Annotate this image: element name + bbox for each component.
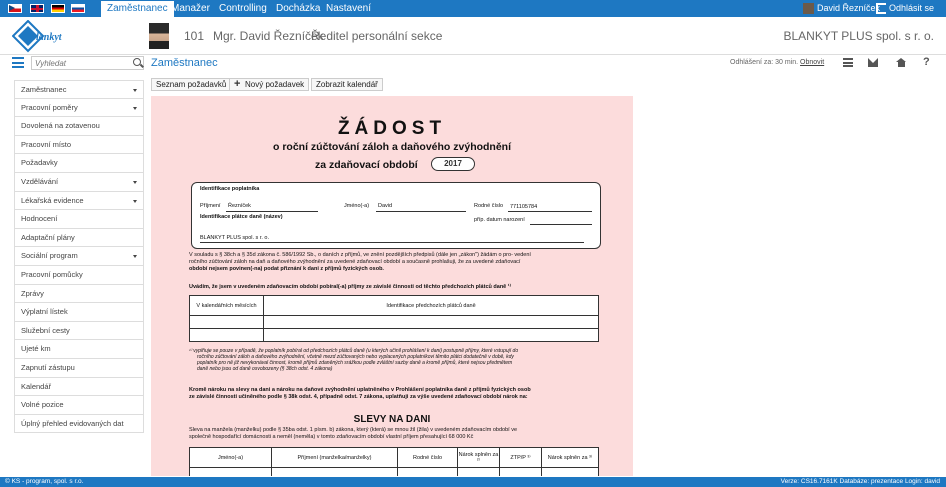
search-bar — [0, 55, 946, 73]
birthdate-label: příp. datum narození — [474, 217, 525, 223]
plus-icon: + — [234, 78, 241, 90]
employee-name: Mgr. David Řezníček — [213, 29, 324, 43]
col-ztpp: ZTP/P ³⁾ — [500, 448, 542, 468]
chevron-down-icon[interactable] — [133, 181, 137, 184]
sidebar-item-label: Kalendář — [21, 381, 52, 391]
company-name: BLANKYT PLUS spol. s r. o. — [783, 29, 934, 43]
logout-timer-text: Odhlášení za: 30 min. — [730, 59, 799, 66]
sidebar-item-label: Ujeté km — [21, 344, 51, 354]
sidebar-item-label: Pracovní pomůcky — [21, 269, 83, 279]
flag-uk-icon[interactable] — [30, 4, 44, 13]
sidebar-item-label: Pracovní místo — [21, 139, 72, 149]
sidebar-item[interactable] — [14, 173, 144, 192]
employee-photo — [149, 23, 169, 49]
sidebar-item[interactable] — [14, 136, 144, 155]
nav-controlling[interactable]: Controlling — [219, 3, 267, 14]
employee-code: 101 — [184, 29, 205, 43]
logout-icon — [876, 3, 886, 14]
firstname-label: Jméno(-a) — [344, 203, 370, 209]
doc-title: ŽÁDOST — [337, 118, 447, 139]
claims-intro-line-1: Kromě nároku na slevy na dani a nároku na daňové zvýhodnění uplatněného v Prohlášení poplatníka daně z příjmů fyzických osob — [189, 387, 531, 393]
sidebar-item-label: Zaměstnanec — [21, 85, 67, 94]
footnote-line-4: daně nebo jsou od daně osvobozeny (§ 38ch odst. 4 zákona) — [197, 366, 333, 372]
sidebar-item[interactable] — [14, 359, 144, 378]
intro-line-3: období nejsem povinen(-na) podat přiznání k dani z příjmů fyzických osob. — [189, 266, 384, 272]
employee-role: Ředitel personální sekce — [311, 29, 443, 43]
blankyt-logo[interactable] — [12, 20, 74, 53]
spouse-discount-text: Sleva na manžela (manželku) podle § 35ba odst. 1 písm. b) zákona, který (která) se mnou žil (žila) v uvedeném zdaňovacím období ve — [189, 427, 518, 433]
sidebar-item[interactable] — [14, 117, 144, 136]
request-list-button[interactable]: Seznam požadavků — [151, 78, 231, 91]
footnote-line-2: ročního zúčtování záloh a daňového zvýhodnění, včetně mezd zúčtovaných nebo vyplacených poplatníkovi těmito plátci dodatečně v době, kdy — [197, 354, 514, 360]
sidebar-item-label: Lékařská evidence — [21, 195, 84, 205]
sidebar-item-label: Zapnutí zástupu — [21, 362, 75, 372]
sidebar — [14, 80, 144, 433]
renew-link[interactable]: Obnovit — [800, 59, 825, 66]
spouse-discount-line-2: společně hospodařící domácnosti a neměl (neměla) v tomto zdaňovacím období vlastní příjem přesahující 68 000 Kč — [189, 434, 474, 440]
user-name: David Řezníček — [816, 3, 880, 13]
table-cell[interactable] — [272, 468, 398, 477]
tax-discounts-heading: SLEVY NA DANI — [353, 414, 431, 425]
home-icon[interactable] — [896, 58, 906, 67]
surname-label: Příjmení — [200, 203, 221, 209]
birthnum-label: Rodné číslo — [474, 203, 504, 209]
sidebar-item[interactable] — [14, 192, 144, 211]
show-calendar-button[interactable]: Zobrazit kalendář — [311, 78, 383, 91]
sidebar-item[interactable] — [14, 396, 144, 415]
sidebar-item-label: Požadavky — [21, 158, 58, 168]
page-title: Zaměstnanec — [151, 57, 218, 69]
search-input[interactable] — [31, 56, 144, 70]
sidebar-item[interactable] — [14, 154, 144, 173]
nav-zamestnanec[interactable]: Zaměstnanec — [100, 0, 175, 17]
previous-payers-intro: Uvádím, že jsem v uvedeném zdaňovacím období pobíral(-a) příjmy ze závislé činnosti od těchto předchozích plátců daně ¹⁾ — [189, 284, 511, 290]
user-avatar — [803, 3, 814, 14]
sidebar-item[interactable] — [14, 266, 144, 285]
footnote-line-1: ¹⁾ vyplňuje se pouze v případě, že poplatník pobíral od předchozích plátců daně (u kterých učinil prohlášení k dani) postupně příjmy, které vstupují do — [189, 348, 519, 354]
logout-label: Odhlásit se — [888, 3, 934, 13]
nav-nastaveni[interactable]: Nastavení — [326, 3, 372, 14]
sidebar-item-label: Pracovní poměry — [21, 102, 78, 112]
hamburger-menu-icon[interactable] — [12, 57, 24, 68]
chevron-down-icon[interactable] — [133, 89, 137, 92]
new-request-label: Nový požadavek — [245, 80, 305, 89]
doc-subtitle: o roční zúčtování záloh a daňového zvýhodnění — [272, 141, 512, 153]
col-surname: Příjmení (manželka/manželky) — [272, 448, 398, 468]
chevron-down-icon[interactable] — [133, 107, 137, 110]
status-info: Verze: CS16.7161K Databáze: prezentace Login: david — [780, 478, 940, 485]
table-cell[interactable] — [458, 468, 500, 477]
request-document — [151, 96, 633, 476]
previous-payers-table — [189, 295, 599, 342]
chevron-down-icon[interactable] — [133, 200, 137, 203]
sidebar-item-label: Volné pozice — [21, 400, 64, 410]
table-cell[interactable] — [190, 329, 264, 342]
sidebar-item-label: Služební cesty — [21, 325, 70, 335]
flag-sk-icon[interactable] — [71, 4, 85, 13]
doc-year-field[interactable]: 2017 — [431, 157, 475, 171]
sidebar-item[interactable] — [14, 210, 144, 229]
chevron-down-icon[interactable] — [133, 255, 137, 258]
nav-manazer[interactable]: Manažer — [171, 3, 210, 14]
sidebar-item[interactable] — [14, 340, 144, 359]
intro-line-1: V souladu s § 38ch a § 35d zákona č. 586/1992 Sb., o daních z příjmů, ve znění pozdějších předpisů (dále jen „zákon") žádám o pro- vedení — [189, 252, 531, 258]
sidebar-item-label: Hodnocení — [21, 214, 58, 224]
claims-intro-line-2: ze závislé činnosti učiněného podle § 38k odst. 4, případně odst. 7 zákona, uplatňuji za výše uvedené zdaňovací období nárok na: — [189, 394, 528, 400]
surname-value[interactable]: Řezníček — [228, 203, 251, 209]
taxpayer-identification-box — [191, 182, 601, 249]
sidebar-item-label: Vzdělávání — [21, 176, 59, 186]
status-copyright: © KS - program, spol. s r.o. — [5, 478, 84, 485]
nav-dochazka[interactable]: Docházka — [276, 3, 321, 14]
col-claim-months: Nárok splněn za ²⁾ — [458, 448, 500, 468]
mail-icon[interactable] — [868, 58, 878, 67]
taxpayer-heading: Identifikace poplatníka — [200, 186, 260, 192]
search-icon[interactable] — [133, 58, 141, 66]
sidebar-item-label: Zprávy — [21, 288, 44, 298]
table-cell[interactable] — [190, 316, 264, 329]
sidebar-item[interactable] — [14, 229, 144, 248]
table-cell[interactable] — [264, 329, 599, 342]
col-birthnum: Rodné číslo — [398, 448, 458, 468]
sidebar-item-label: Adaptační plány — [21, 232, 75, 242]
table-cell[interactable] — [542, 468, 599, 477]
header — [0, 17, 946, 55]
sidebar-item-label: Úplný přehled evidovaných dat — [21, 418, 124, 428]
sidebar-item[interactable] — [14, 285, 144, 304]
spouse-table — [189, 447, 599, 476]
new-request-button[interactable] — [229, 78, 309, 91]
sidebar-item[interactable] — [14, 322, 144, 341]
current-user[interactable] — [817, 0, 880, 17]
footnote-line-3: poplatník pro ně již nevykonával činnost, kromě příjmů zdaněných srážkou podle zvláštní sazby daně a kromě příjmů, které nejsou předmětem — [197, 360, 513, 366]
sidebar-item[interactable] — [14, 415, 144, 434]
col-firstname: Jméno(-a) — [190, 448, 272, 468]
list-icon[interactable] — [843, 58, 853, 67]
table-cell[interactable] — [398, 468, 458, 477]
payer-label: Identifikace plátce daně (název) — [200, 214, 283, 220]
intro-line-2: ročního zúčtování záloh na daň a daňového zvýhodnění za uvedené zdaňovací období a současně prohlašuji, že za uvedené zdaňovací — [189, 259, 521, 265]
col-previous-payers: Identifikace předchozích plátců daně — [264, 296, 599, 316]
logout-link[interactable] — [889, 0, 934, 17]
payer-value[interactable]: BLANKYT PLUS spol. s r. o. — [200, 235, 269, 241]
table-cell[interactable] — [264, 316, 599, 329]
sidebar-item[interactable] — [14, 99, 144, 118]
status-bar — [0, 477, 946, 487]
sidebar-item[interactable] — [14, 247, 144, 266]
table-cell[interactable] — [190, 468, 272, 477]
sidebar-item[interactable] — [14, 303, 144, 322]
col-months: V kalendářních měsících — [190, 296, 264, 316]
sidebar-item[interactable] — [14, 80, 144, 99]
sidebar-item[interactable] — [14, 378, 144, 397]
doc-period-label: za zdaňovací období — [315, 159, 418, 171]
birthnum-value[interactable]: 771105784 — [510, 204, 538, 210]
logout-timer — [730, 59, 824, 66]
sidebar-item-label: Dovolená na zotavenou — [21, 121, 100, 131]
spouse-discount-line-1 — [189, 427, 517, 433]
flag-cz-icon[interactable] — [8, 4, 22, 13]
logo-text: blankyt — [31, 32, 62, 43]
sidebar-item-label: Výplatní lístek — [21, 307, 68, 317]
table-cell[interactable] — [500, 468, 542, 477]
flag-de-icon[interactable] — [51, 4, 65, 13]
col-claim-months-2: Nárok splněn za ³⁾ — [542, 448, 599, 468]
firstname-value[interactable]: David — [378, 203, 393, 209]
sidebar-item-label: Sociální program — [21, 251, 78, 261]
top-bar — [0, 0, 946, 17]
help-icon[interactable]: ? — [923, 56, 930, 68]
